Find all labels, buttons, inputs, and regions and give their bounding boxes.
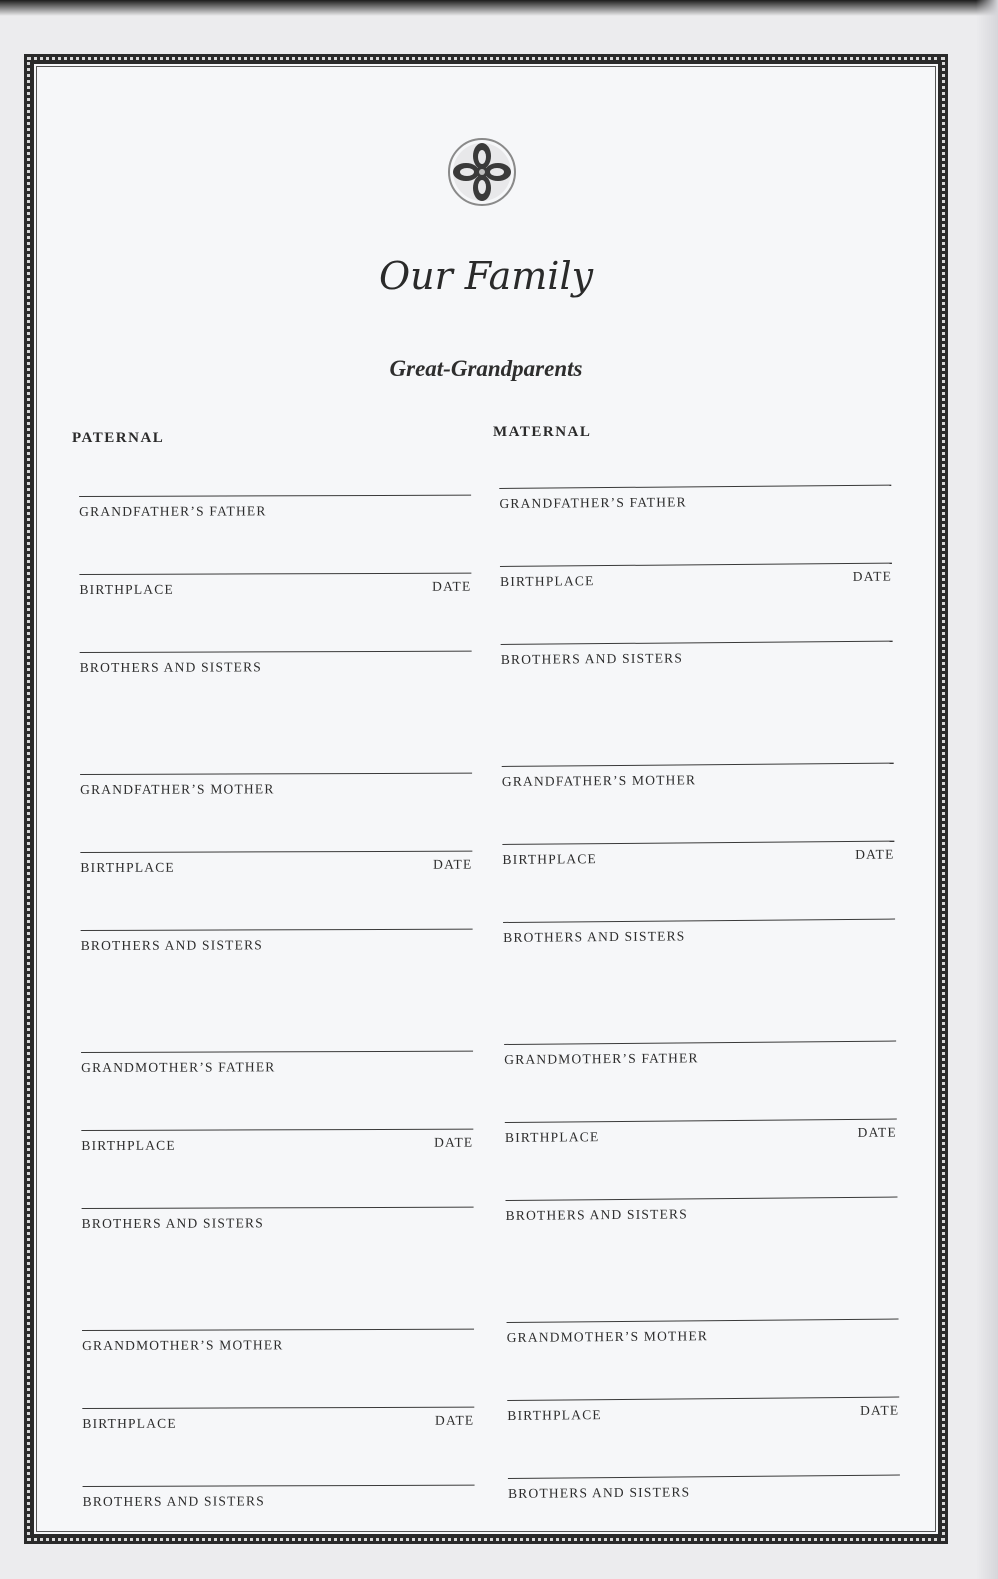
write-line bbox=[79, 573, 471, 575]
birthplace-field[interactable] bbox=[82, 1375, 474, 1454]
date-label: DATE bbox=[855, 846, 895, 862]
name-field[interactable] bbox=[82, 1297, 474, 1376]
birthplace-label: BIRTHPLACE bbox=[500, 573, 595, 589]
name-field[interactable] bbox=[80, 741, 472, 820]
date-label: DATE bbox=[434, 1134, 474, 1150]
write-line bbox=[80, 851, 472, 853]
maternal-column bbox=[499, 453, 900, 1524]
write-line bbox=[507, 1397, 899, 1401]
birthplace-label: BIRTHPLACE bbox=[502, 851, 598, 867]
write-line bbox=[503, 919, 895, 923]
birthplace-label: BIRTHPLACE bbox=[82, 1415, 177, 1431]
write-line bbox=[508, 1475, 900, 1479]
write-line bbox=[81, 1051, 473, 1053]
name-field[interactable] bbox=[79, 463, 471, 542]
page-title: Our Family bbox=[378, 254, 594, 298]
birthplace-label: BIRTHPLACE bbox=[507, 1407, 602, 1423]
write-line bbox=[502, 841, 894, 845]
date-label: DATE bbox=[859, 1402, 900, 1418]
person-group bbox=[82, 1297, 475, 1532]
field-label: GRANDFATHER’S FATHER bbox=[79, 503, 267, 519]
write-line bbox=[82, 1407, 474, 1409]
siblings-label: BROTHERS AND SISTERS bbox=[82, 1493, 265, 1509]
write-line bbox=[507, 1319, 899, 1323]
name-field[interactable] bbox=[501, 731, 894, 812]
birthplace-field[interactable] bbox=[79, 541, 471, 620]
birthplace-label: BIRTHPLACE bbox=[504, 1129, 600, 1145]
write-line bbox=[504, 1041, 896, 1045]
page-right-edge bbox=[976, 0, 998, 1579]
field-label: GRANDFATHER’S MOTHER bbox=[501, 772, 697, 789]
siblings-label: BROTHERS AND SISTERS bbox=[80, 937, 264, 953]
person-group bbox=[499, 453, 893, 734]
family-record-page bbox=[24, 54, 948, 1544]
field-label: GRANDFATHER’S MOTHER bbox=[80, 781, 275, 797]
birthplace-label: BIRTHPLACE bbox=[81, 1137, 176, 1153]
siblings-field[interactable] bbox=[503, 887, 896, 1012]
birthplace-field[interactable] bbox=[507, 1365, 900, 1446]
siblings-label: BROTHERS AND SISTERS bbox=[507, 1484, 691, 1501]
write-line bbox=[79, 495, 471, 497]
write-line bbox=[80, 651, 472, 653]
name-field[interactable] bbox=[504, 1009, 897, 1090]
name-field[interactable] bbox=[499, 453, 892, 534]
date-label: DATE bbox=[857, 1124, 897, 1140]
field-label: GRANDMOTHER’S MOTHER bbox=[506, 1328, 709, 1345]
birthplace-field[interactable] bbox=[502, 809, 895, 890]
siblings-field[interactable] bbox=[81, 1175, 473, 1298]
siblings-field[interactable] bbox=[505, 1165, 898, 1290]
page-top-shadow bbox=[0, 0, 998, 16]
write-line bbox=[499, 485, 891, 489]
birthplace-label: BIRTHPLACE bbox=[80, 859, 175, 875]
write-line bbox=[501, 641, 893, 645]
siblings-field[interactable] bbox=[81, 897, 473, 1020]
siblings-field[interactable] bbox=[508, 1443, 901, 1524]
person-group bbox=[81, 1019, 474, 1298]
write-line bbox=[505, 1197, 897, 1201]
field-label: GRANDMOTHER’S FATHER bbox=[504, 1050, 699, 1067]
birthplace-field[interactable] bbox=[81, 1097, 473, 1176]
write-line bbox=[500, 563, 892, 567]
quatrefoil-emblem-icon bbox=[446, 136, 518, 208]
siblings-label: BROTHERS AND SISTERS bbox=[79, 659, 263, 675]
date-label: DATE bbox=[433, 856, 473, 872]
write-line bbox=[82, 1207, 474, 1209]
write-line bbox=[81, 1129, 473, 1131]
person-group bbox=[79, 463, 472, 742]
write-line bbox=[80, 773, 472, 775]
write-line bbox=[81, 929, 473, 931]
date-label: DATE bbox=[432, 578, 472, 594]
siblings-label: BROTHERS AND SISTERS bbox=[81, 1215, 264, 1231]
person-group bbox=[506, 1287, 900, 1524]
write-line bbox=[505, 1119, 897, 1123]
birthplace-label: BIRTHPLACE bbox=[79, 581, 174, 597]
maternal-heading: MATERNAL bbox=[493, 424, 592, 440]
date-label: DATE bbox=[852, 568, 893, 584]
birthplace-field[interactable] bbox=[80, 819, 472, 898]
person-group bbox=[504, 1009, 898, 1290]
name-field[interactable] bbox=[81, 1019, 473, 1098]
siblings-label: BROTHERS AND SISTERS bbox=[505, 1206, 688, 1223]
siblings-field[interactable] bbox=[82, 1453, 474, 1532]
birthplace-field[interactable] bbox=[500, 531, 893, 612]
field-label: GRANDMOTHER’S MOTHER bbox=[82, 1337, 284, 1353]
siblings-field[interactable] bbox=[80, 619, 472, 742]
siblings-field[interactable] bbox=[500, 609, 893, 734]
name-field[interactable] bbox=[506, 1287, 899, 1368]
field-label: GRANDMOTHER’S FATHER bbox=[81, 1059, 276, 1075]
write-line bbox=[83, 1485, 475, 1487]
person-group bbox=[80, 741, 473, 1020]
birthplace-field[interactable] bbox=[505, 1087, 898, 1168]
date-label: DATE bbox=[435, 1412, 475, 1428]
write-line bbox=[82, 1329, 474, 1331]
siblings-label: BROTHERS AND SISTERS bbox=[503, 928, 686, 945]
write-line bbox=[502, 763, 894, 767]
page-subtitle: Great-Grandparents bbox=[389, 356, 583, 381]
paternal-heading: PATERNAL bbox=[72, 430, 165, 446]
siblings-label: BROTHERS AND SISTERS bbox=[500, 650, 684, 667]
paternal-column bbox=[79, 463, 475, 1532]
person-group bbox=[501, 731, 895, 1012]
field-label: GRANDFATHER’S FATHER bbox=[499, 494, 687, 511]
